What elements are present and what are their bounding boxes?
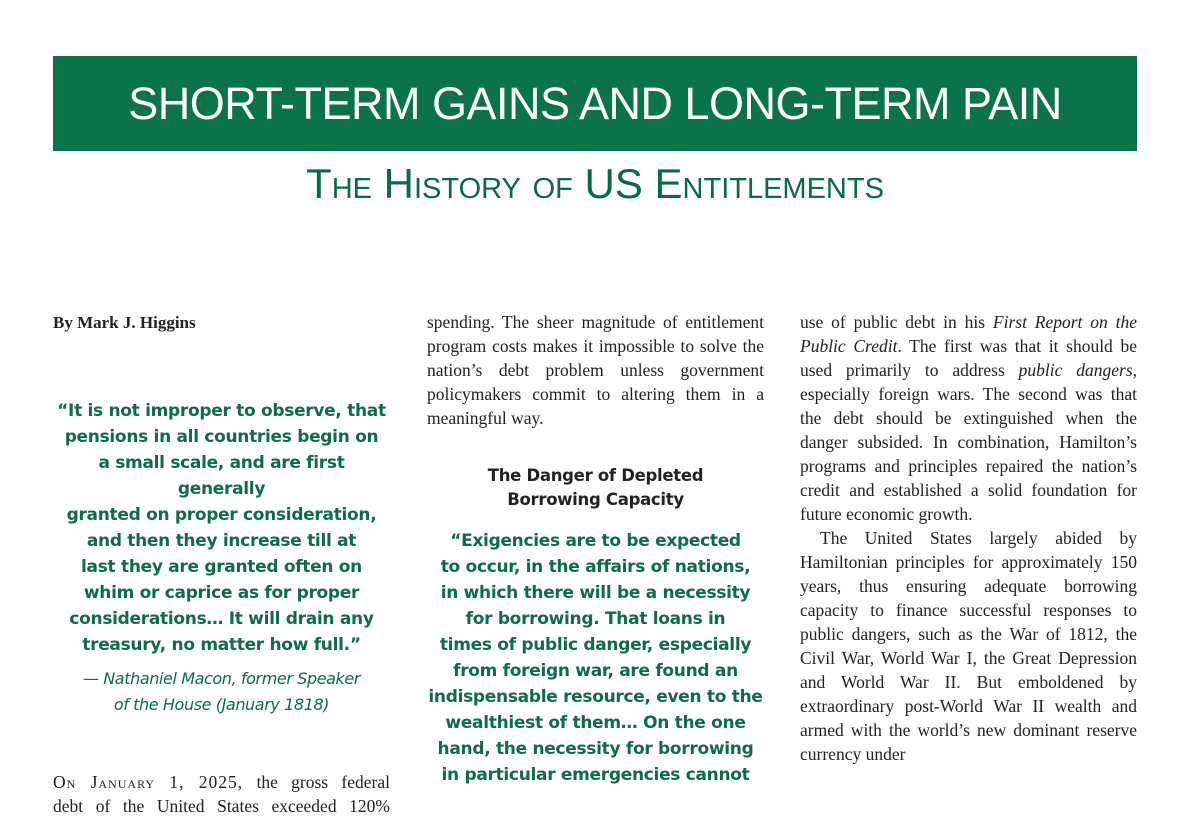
quote-line: and then they increase till at bbox=[86, 531, 357, 551]
quote-line: in which there will be a necessity bbox=[440, 583, 751, 603]
quote-line: “Exigencies are to be expected bbox=[450, 531, 741, 551]
report-title: First Report on the Public Credit bbox=[800, 312, 1137, 356]
section-heading: The Danger of Depleted Borrowing Capacity bbox=[487, 466, 704, 509]
lead-in: On January 1, 2025, bbox=[53, 772, 244, 792]
quote-line: “It is not improper to observe, that bbox=[57, 401, 386, 421]
body-paragraph: use of public debt in his First Report on the Public Credit. The first was that it should be used primarily to address public dangers, especially foreign wars. The second was that the debt should be extinguished when the danger subsided. In combination, Hamilton’s programs and principles repaired the nation’s credit and established a solid foundation for future economic growth. bbox=[800, 312, 1137, 524]
page-subtitle: The History of US Entitlements bbox=[306, 160, 884, 207]
quote-line: treasury, no matter how full.” bbox=[82, 635, 361, 655]
pull-quote-hamilton bbox=[427, 528, 764, 788]
quote-line: for borrowing. That loans in bbox=[465, 609, 726, 629]
quote-line: from foreign war, are found an bbox=[453, 661, 738, 681]
quote-line: hand, the necessity for borrowing bbox=[437, 739, 754, 759]
quote-line: a small scale, and are first generally bbox=[98, 453, 345, 499]
page-title: SHORT-TERM GAINS AND LONG-TERM PAIN bbox=[128, 77, 1062, 129]
pull-quote-macon bbox=[53, 398, 390, 718]
body-paragraph: spending. The sheer magnitude of entitlement program costs makes it impossible to solve the nation’s debt problem unless government policymakers commit to altering them in a meaningful way. bbox=[427, 312, 764, 428]
quote-line: wealthiest of them… On the one bbox=[445, 713, 746, 733]
title-banner bbox=[53, 56, 1137, 151]
quote-line: last they are granted often on bbox=[81, 557, 362, 577]
quote-attribution: of the House (January 1818) bbox=[113, 695, 330, 714]
quote-line: granted on proper consideration, bbox=[66, 505, 377, 525]
quote-attribution: — Nathaniel Macon, former Speaker bbox=[82, 669, 361, 688]
emphasis: public dangers bbox=[1018, 360, 1133, 380]
body-paragraph: The United States largely abided by Hamiltonian principles for approximately 150 years, thus ensuring adequate borrowing capacity to finance successful responses to public dangers, such as the War of 1812, the Civil War, World War I, the Great Depression and World War II. But emboldened by extraordinary post-World War II wealth and armed with the world’s new dominant reserve currency under bbox=[800, 528, 1137, 764]
quote-line: times of public danger, especially bbox=[439, 635, 752, 655]
quote-line: pensions in all countries begin on bbox=[64, 427, 379, 447]
quote-line: to occur, in the affairs of nations, bbox=[440, 557, 751, 577]
quote-line: considerations… It will drain any bbox=[69, 609, 374, 629]
quote-line: in particular emergencies cannot bbox=[441, 765, 750, 785]
column-1 bbox=[53, 310, 390, 818]
opening-paragraph: On January 1, 2025, the gross federal debt of the United States exceeded 120% bbox=[53, 772, 390, 816]
body-line: debt of the United States exceeded 120% bbox=[53, 796, 390, 816]
byline: By Mark J. Higgins bbox=[53, 313, 196, 332]
quote-line: indispensable resource, even to the bbox=[428, 687, 763, 707]
quote-line: whim or caprice as for proper bbox=[83, 583, 360, 603]
column-3 bbox=[800, 310, 1137, 766]
column-2 bbox=[427, 310, 764, 788]
